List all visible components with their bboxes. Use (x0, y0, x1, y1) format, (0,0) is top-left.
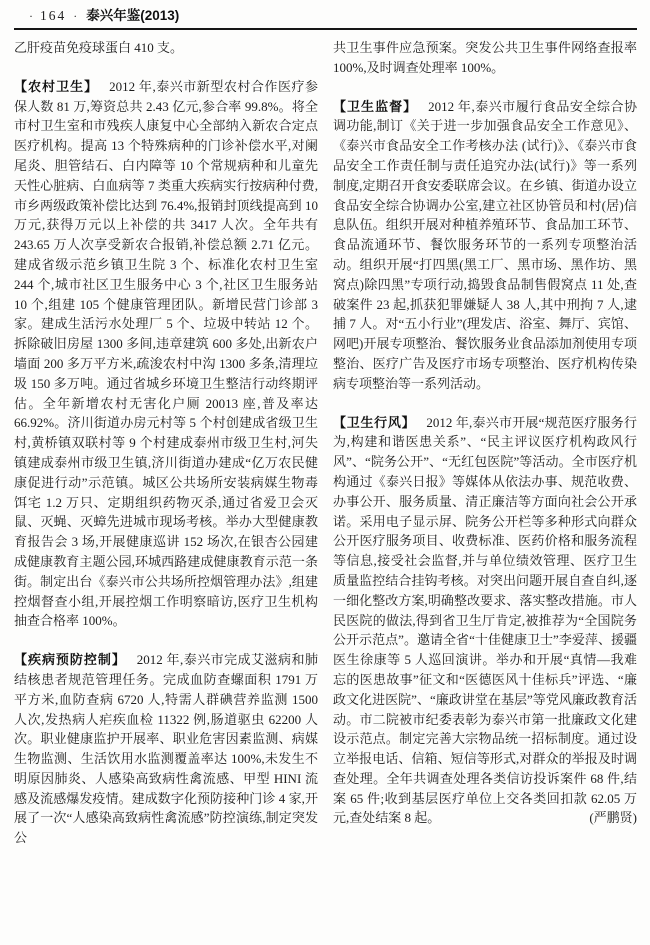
section-health-conduct-body: 2012 年,泰兴市开展“规范医疗服务行为,构建和谐医患关系”、“民主评议医疗机构政风行风”、“院务公开”、“无红包医院”等活动。全市医疗机构通过《泰兴日报》等媒体从依法办事、规范收费、办事公开、服务质量、清正廉洁等方面向社会公开承诺。采用电子显示屏、院务公开栏等多种形式向群众公开医疗服务项目、收费标准、医药价格和服务流程等信息,接受社会监督,并与单位绩效管理、医疗卫生质量监控结合挂钩考核。对突出问题开展自查自纠,逐一细化整改方案,明确整改要求、落实整改措施。市人民医院的做法,得到省卫生厅肯定,被推荐为“全国院务公开示范点”。邀请全省“十佳健康卫士”李爱萍、援疆医生徐康等 5 人巡回演讲。举办和开展“真情—我难忘的医患故事”征文和“医德医风十佳标兵”评选、“廉政文化进医院”、“廉政讲堂在基层”等党风廉政教育活动。市二院被市纪委表彰为泰兴市第一批廉政文化建设示范点。制定完善大宗物品统一招标制度。通过设立举报电话、信箱、短信等形式,对群众的举报及时调查处理。全年共调查处理各类信访投诉案件 68 件,结案 65 件;收到基层医疗单位上交各类回扣款 62.05 万元,查处结案 8 起。 (333, 414, 637, 826)
section-disease-prevention-title: 【疾病预防控制】 (14, 652, 126, 668)
section-health-supervision-title: 【卫生监督】 (333, 98, 418, 114)
section-health-supervision-body: 2012 年,泰兴市履行食品安全综合协调功能,制订《关于进一步加强食品安全工作意见》、《泰兴市食品安全工作考核办法 (试行)》、《泰兴市食品安全工作责任制与责任追究办法(试行)》等一系列制度,定期召开食安委联席会议。在乡镇、街道办设立食品安全综合协调办公室,建立社区协管员和村(居)信息队伍。组织开展对种植养殖环节、食品加工环节、食品流通环节、餐饮服务环节的一系列专项整治活动。组织开展“打四黑(黑工厂、黑市场、黑作坊、黑窝点)除四黑”专项行动,捣毁食品制售假窝点 11 处,查破案件 23 起,抓获犯罪嫌疑人 38 人,其中刑拘 7 人,逮捕 7 人。对“五小行业”(理发店、浴室、舞厅、宾馆、网吧)开展专项整治、餐饮服务业食品添加剂使用专项整治、医疗广告及医疗市场专项整治、医疗机构传染病专项整治等一系列活动。 (333, 98, 637, 391)
continued-paragraph-left: 乙肝疫苗免疫球蛋白 410 支。 (14, 40, 184, 55)
section-rural-health-title: 【农村卫生】 (14, 78, 99, 94)
book-title: 泰兴年鉴(2013) (86, 8, 180, 23)
page-header (22, 7, 179, 25)
left-column (14, 38, 318, 848)
header-dot-left: · (29, 9, 33, 23)
section-rural-health-body: 2012 年,泰兴市新型农村合作医疗参保人数 81 万,筹资总共 2.43 亿元,参合率 99.8%。将全市村卫生室和市残疾人康复中心全部纳入新农合定点医疗机构。提高 13 个特殊病种的门诊补偿水平,对阑尾炎、胆管结石、白内障等 10 个常规病种和儿童先天性心脏病、白血病等 7 类重大疾病实行按病种付费,市乡两级政策补偿比达到 76.4%,报销封顶线提高到 10 万元,获得万元以上补偿的共 3417 人次。全年共有 243.65 万人次享受新农合报销,补偿总额 2.71 亿元。建成省级示范乡镇卫生院 3 个、标准化农村卫生室 244 个,城市社区卫生服务中心 3 个,社区卫生服务站 10 个,组建 105 个健康管理团队。新增民营门诊部 3 家。建成生活污水处理厂 5 个、垃圾中转站 12 个。拆除破旧房屋 1300 多间,违章建筑 600 多处,出新农户墙面 200 多万平方米,疏浚农村中沟 1300 多条,清理垃圾 150 多万吨。通过省城乡环境卫生整洁行动终期评估。全年新增农村无害化户厕 20013 座,普及率达 66.92%。济川街道办房元村等 5 个村创建成省级卫生村,黄桥镇双联村等 9 个村建成泰州市级卫生村,河失镇建成泰州市级卫生镇,济川街道办建成“亿万农民健康促进行动”示范镇。城区公共场所安装病媒生物毒饵宅 1.2 万只、定期组织药物灭杀,通过省爱卫会灭鼠、灭蝇、灭蟑先进城市现场考核。举办大型健康教育报告会 3 场,开展健康巡讲 152 场次,在银杏公园建成健康教育主题公园,环城西路建成健康教育示范一条街。制定出台《泰兴市公共场所控烟管理办法》,组建控烟督查小组,开展控烟工作明察暗访,医疗卫生机构抽查合格率 100%。 (14, 78, 318, 629)
section-health-supervision (333, 97, 637, 394)
author-signature: (严鹏贤) (589, 810, 637, 826)
section-health-conduct-title: 【卫生行风】 (333, 414, 416, 430)
header-dot-right: · (73, 9, 78, 23)
page-content (14, 38, 637, 848)
page-number: 164 (40, 8, 67, 23)
section-disease-prevention-body: 2012 年,泰兴市完成艾滋病和肺结核患者规范管理任务。完成血防查螺面积 1791 万平方米,血防查病 6720 人,特需人群碘营养监测 1500 人次,发热病人疟疾血检 11322 例,肠道驱虫 62200 人次。职业健康监护开展率、职业危害因素监测、病媒生物监测、生活饮用水监测覆盖率达 100%,未发生不明原因肺炎、人感染高致病性禽流感、甲型 HINI 流感及流感爆发疫情。建成数字化预防接种门诊 4 家,开展了一次“人感染高致病性禽流感”防控演练,制定突发公 (14, 652, 318, 846)
continued-paragraph-right: 共卫生事件应急预案。突发公共卫生事件网络查报率 100%,及时调查处理率 100%。 (333, 40, 637, 75)
right-column (333, 38, 637, 848)
section-health-conduct (333, 413, 637, 829)
section-disease-prevention (14, 650, 318, 848)
header-rule (14, 28, 637, 30)
section-rural-health (14, 77, 318, 631)
